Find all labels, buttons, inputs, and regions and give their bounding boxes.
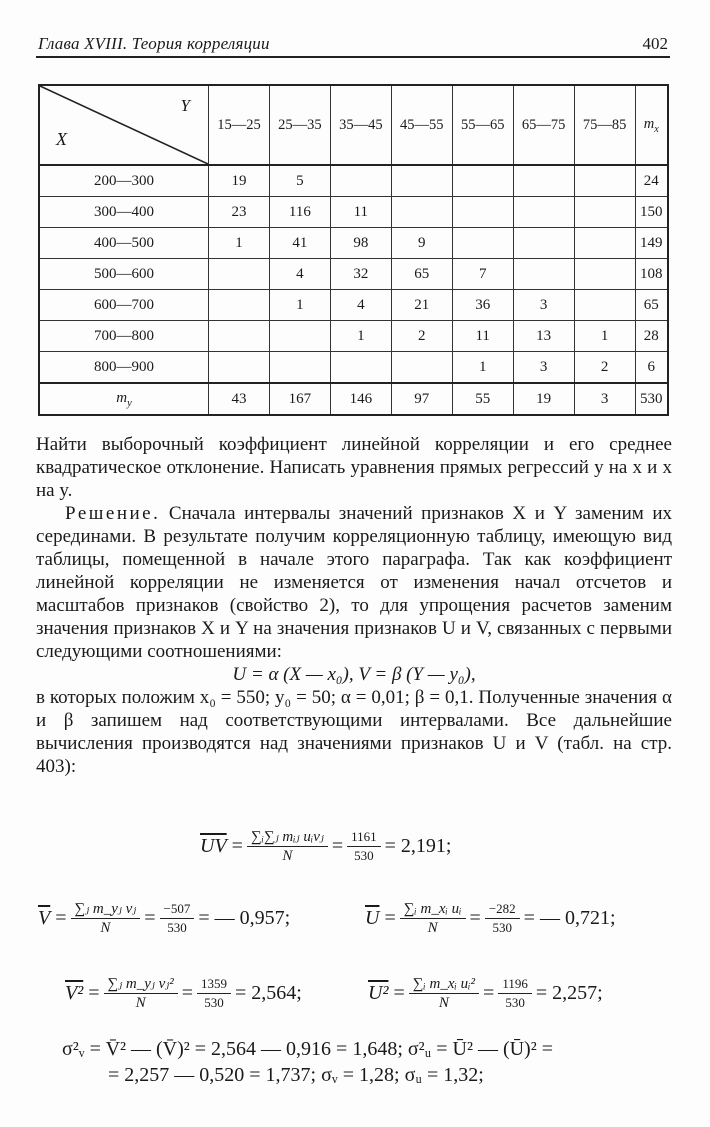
formula-u2-mean: U² = $\frac{\text{∑ᵢ m\_xᵢ uᵢ²}}{N}$ = $\frac{1196}{530}$ = 2,257; [368, 976, 603, 1011]
task-paragraph: Найти выборочный коэффициент линейной корреляции и его среднее квадратическое отклонение. Написать уравнения прямых регрессий y на x и x на y. [36, 434, 672, 501]
solution-paragraph-2: в которых положим x₀ = 550; y₀ = 50; α = 0,01; β = 0,1. Полученные значения α и β запишем над соответствующими интервалами. Все дальнейшие вычисления производятся над значениями признаков U и V (табл. на стр. 403): [36, 687, 672, 777]
relation-equation: U = α (X — x₀), V = β (Y — y₀), [232, 664, 476, 685]
frequency-cell: 1 [269, 290, 330, 321]
my-label: $m_y$ [39, 383, 209, 415]
frequency-cell: 65 [391, 259, 452, 290]
row-label: 400—500 [39, 228, 209, 259]
row-total-cell: 28 [635, 321, 668, 352]
frequency-cell [391, 165, 452, 197]
frequency-cell [574, 197, 635, 228]
frequency-cell [574, 259, 635, 290]
table-body [39, 165, 668, 383]
column-header: 65—75 [513, 85, 574, 165]
frequency-cell: 11 [452, 321, 513, 352]
mx-header: $m_x$ [635, 85, 668, 165]
total-cell: 97 [391, 383, 452, 415]
total-cell: 55 [452, 383, 513, 415]
total-cell: 3 [574, 383, 635, 415]
row-total-cell: 150 [635, 197, 668, 228]
frequency-cell: 32 [330, 259, 391, 290]
correlation-table [38, 84, 669, 416]
frequency-cell: 11 [330, 197, 391, 228]
frequency-cell [330, 165, 391, 197]
frequency-cell: 19 [209, 165, 270, 197]
frequency-cell [209, 321, 270, 352]
frequency-cell: 1 [452, 352, 513, 384]
grand-total: 530 [635, 383, 668, 415]
chapter-title: Глава XVIII. Теория корреляции [38, 34, 270, 53]
column-header: 75—85 [574, 85, 635, 165]
x-axis-label: X [56, 129, 67, 149]
frequency-cell [209, 290, 270, 321]
corner-cell [39, 85, 209, 165]
row-label: 300—400 [39, 197, 209, 228]
frequency-cell [269, 321, 330, 352]
column-header: 25—35 [269, 85, 330, 165]
column-header: 45—55 [391, 85, 452, 165]
frequency-cell: 116 [269, 197, 330, 228]
table-row [39, 228, 668, 259]
total-cell: 167 [269, 383, 330, 415]
table-row [39, 290, 668, 321]
frequency-cell [209, 352, 270, 384]
frequency-cell [452, 228, 513, 259]
frequency-cell [452, 165, 513, 197]
frequency-cell [574, 165, 635, 197]
frequency-cell: 1 [209, 228, 270, 259]
column-header: 35—45 [330, 85, 391, 165]
frequency-cell [574, 290, 635, 321]
row-label: 600—700 [39, 290, 209, 321]
table-header-row [39, 85, 668, 165]
formula-variance-line-1: σ²ᵥ = V̄² — (V̄)² = 2,564 — 0,916 = 1,648; σ²ᵤ = Ū² — (Ū)² = [62, 1038, 553, 1060]
frequency-cell: 1 [330, 321, 391, 352]
frequency-cell: 4 [269, 259, 330, 290]
total-cell: 19 [513, 383, 574, 415]
solution-paragraph: Решение. Сначала интервалы значений признаков X и Y заменим их серединами. В результате получим корреляционную таблицу, имеющую вид таблицы, помещенной в начале этого параграфа. Так как коэффициент линейной корреляции не изменяется от изменения начал отсчетов и масштабов признаков (свойство 2), то для упрощения расчетов заменим значения признаков X и Y на значения признаков U и V, связанных с первыми следующими соотношениями: [36, 503, 673, 662]
frequency-cell [513, 259, 574, 290]
row-label: 200—300 [39, 165, 209, 197]
table-row [39, 197, 668, 228]
formula-v2-mean: V² = $\frac{\text{∑ⱼ m\_yⱼ vⱼ²}}{N}$ = $\frac{1359}{530}$ = 2,564; [65, 976, 302, 1011]
body-text [36, 433, 672, 778]
row-total-cell: 24 [635, 165, 668, 197]
y-axis-label: Y [180, 96, 190, 115]
page-header [36, 34, 670, 58]
frequency-cell: 9 [391, 228, 452, 259]
frequency-cell: 7 [452, 259, 513, 290]
frequency-cell [513, 197, 574, 228]
frequency-cell [513, 228, 574, 259]
row-total-cell: 149 [635, 228, 668, 259]
row-total-cell: 108 [635, 259, 668, 290]
table-row [39, 165, 668, 197]
column-header: 55—65 [452, 85, 513, 165]
frequency-cell: 2 [391, 321, 452, 352]
frequency-cell [209, 259, 270, 290]
frequency-cell [269, 352, 330, 384]
row-total-cell: 6 [635, 352, 668, 384]
row-label: 800—900 [39, 352, 209, 384]
total-cell: 146 [330, 383, 391, 415]
table-row [39, 259, 668, 290]
frequency-cell: 13 [513, 321, 574, 352]
column-header: 15—25 [209, 85, 270, 165]
frequency-cell: 41 [269, 228, 330, 259]
solution-label: Решение. [65, 503, 161, 524]
frequency-cell: 21 [391, 290, 452, 321]
total-cell: 43 [209, 383, 270, 415]
frequency-cell: 98 [330, 228, 391, 259]
frequency-cell [513, 165, 574, 197]
row-label: 700—800 [39, 321, 209, 352]
table-row [39, 321, 668, 352]
frequency-cell [574, 228, 635, 259]
formula-u-mean: $\overline{U}$ = $\frac{\text{∑ᵢ m\_xᵢ uᵢ}}{N}$ = $\frac{-282}{530}$ = — 0,721; [365, 901, 616, 936]
page-number: 402 [642, 34, 668, 53]
frequency-cell: 4 [330, 290, 391, 321]
frequency-cell: 2 [574, 352, 635, 384]
frequency-cell [391, 352, 452, 384]
frequency-cell: 3 [513, 352, 574, 384]
row-label: 500—600 [39, 259, 209, 290]
formula-variance-line-2: = 2,257 — 0,520 = 1,737; σᵥ = 1,28; σᵤ = 1,32; [108, 1064, 484, 1086]
frequency-cell [452, 197, 513, 228]
frequency-cell: 36 [452, 290, 513, 321]
frequency-cell: 23 [209, 197, 270, 228]
formula-v-mean: $\overline{V}$ = $\frac{\text{∑ⱼ m\_yⱼ vⱼ}}{N}$ = $\frac{-507}{530}$ = — 0,957; [38, 901, 291, 936]
row-total-cell: 65 [635, 290, 668, 321]
frequency-cell [330, 352, 391, 384]
table-row [39, 352, 668, 384]
frequency-cell: 3 [513, 290, 574, 321]
frequency-cell [391, 197, 452, 228]
frequency-cell: 1 [574, 321, 635, 352]
frequency-cell: 5 [269, 165, 330, 197]
formula-uv: $\overline{UV}$ = $\frac{\text{∑ᵢ∑ⱼ mᵢⱼ uᵢvⱼ}}{N}$ = $\frac{1161}{530}$ = 2,191; [200, 829, 452, 864]
total-row [39, 383, 668, 415]
